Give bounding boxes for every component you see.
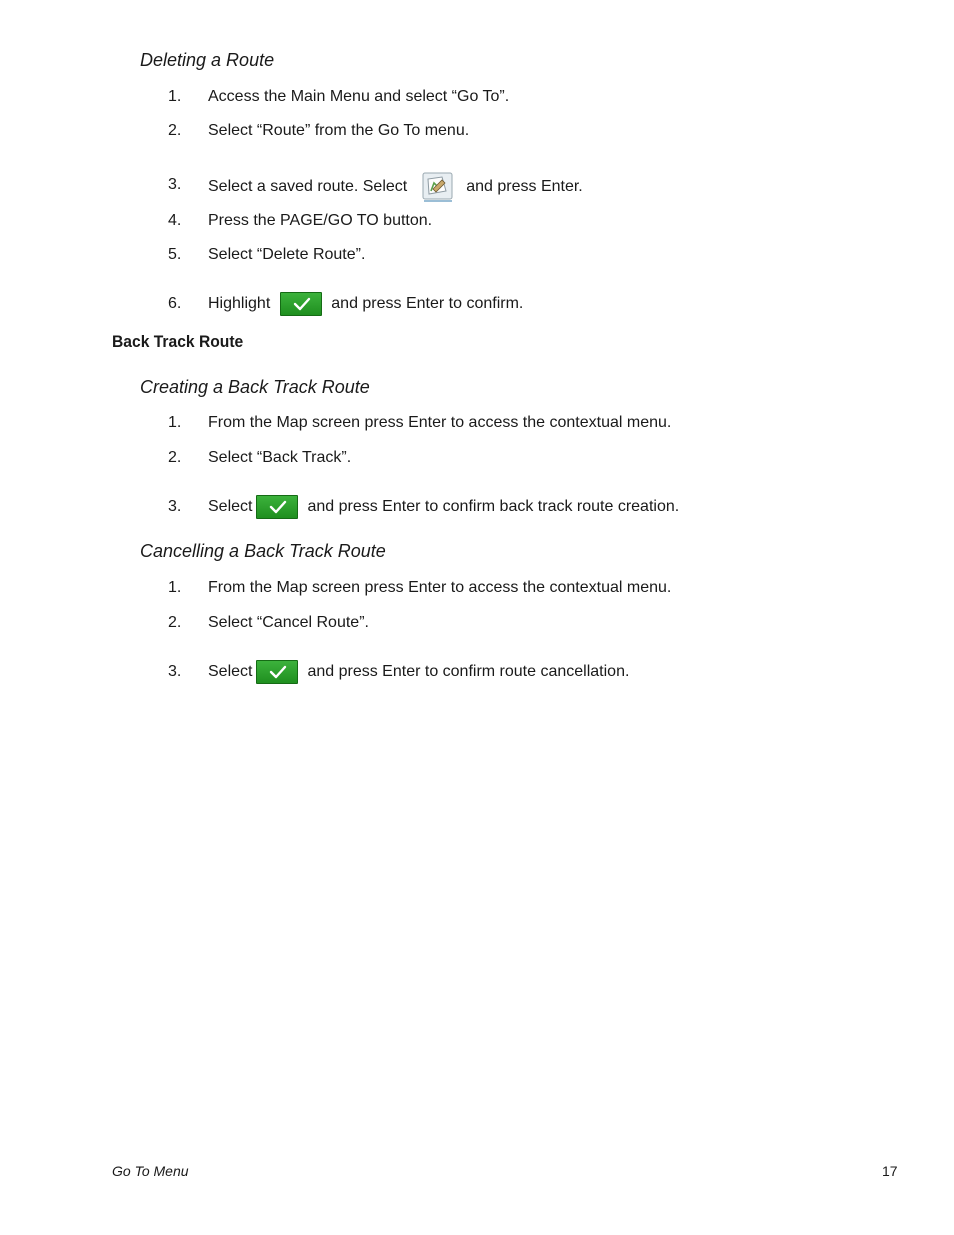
step-text: From the Map screen press Enter to access the contextual menu. bbox=[208, 579, 672, 596]
footer-section-title: Go To Menu bbox=[112, 1163, 189, 1179]
step-number: 4. bbox=[168, 212, 182, 229]
subheading-cancelling-back-track: Cancelling a Back Track Route bbox=[140, 541, 386, 561]
list-item bbox=[0, 659, 954, 685]
checkmark-icon bbox=[280, 292, 322, 316]
step-number: 3. bbox=[168, 176, 182, 193]
step-number: 2. bbox=[168, 122, 182, 139]
list-item bbox=[0, 445, 954, 471]
step-number: 6. bbox=[168, 295, 182, 312]
checkmark-icon bbox=[256, 495, 298, 519]
step-text bbox=[208, 172, 583, 202]
step-text: Select “Delete Route”. bbox=[208, 246, 366, 263]
step-text: Press the PAGE/GO TO button. bbox=[208, 212, 433, 229]
subheading-creating-back-track: Creating a Back Track Route bbox=[140, 377, 370, 397]
list-item bbox=[0, 291, 954, 317]
list-item bbox=[0, 610, 954, 636]
list-item bbox=[0, 84, 954, 110]
list-item bbox=[0, 118, 954, 144]
list-item bbox=[0, 208, 954, 234]
subheading-deleting-route: Deleting a Route bbox=[140, 50, 275, 70]
list-item bbox=[0, 410, 954, 436]
list-item bbox=[0, 575, 954, 601]
step-text-before: Select bbox=[208, 663, 253, 680]
step-number: 5. bbox=[168, 246, 182, 263]
step-number: 2. bbox=[168, 449, 182, 466]
step-text: Select “Cancel Route”. bbox=[208, 614, 369, 631]
step-text-before: Highlight bbox=[208, 295, 271, 312]
checkmark-icon bbox=[256, 660, 298, 684]
step-text-before: Select bbox=[208, 498, 253, 515]
step-text bbox=[208, 291, 523, 317]
list-item bbox=[0, 242, 954, 268]
step-text-after: and press Enter to confirm. bbox=[331, 295, 524, 312]
step-text bbox=[208, 659, 629, 685]
step-text: From the Map screen press Enter to access the contextual menu. bbox=[208, 414, 672, 431]
step-text: Select “Route” from the Go To menu. bbox=[208, 122, 470, 139]
step-number: 1. bbox=[168, 414, 182, 431]
step-text-after: and press Enter to confirm back track route creation. bbox=[307, 498, 680, 515]
step-number: 3. bbox=[168, 663, 182, 680]
step-number: 2. bbox=[168, 614, 182, 631]
step-text bbox=[208, 494, 679, 520]
section-heading-back-track-route: Back Track Route bbox=[112, 332, 244, 351]
list-item bbox=[0, 494, 954, 520]
list-item bbox=[0, 172, 954, 198]
page-number: 17 bbox=[882, 1163, 898, 1179]
step-number: 3. bbox=[168, 498, 182, 515]
step-number: 1. bbox=[168, 579, 182, 596]
step-text: Access the Main Menu and select “Go To”. bbox=[208, 88, 510, 105]
step-text-before: Select a saved route. Select bbox=[208, 178, 408, 195]
route-edit-icon bbox=[422, 172, 454, 202]
step-text-after: and press Enter. bbox=[466, 178, 583, 195]
step-number: 1. bbox=[168, 88, 182, 105]
step-text-after: and press Enter to confirm route cancellation. bbox=[307, 663, 630, 680]
step-text: Select “Back Track”. bbox=[208, 449, 352, 466]
